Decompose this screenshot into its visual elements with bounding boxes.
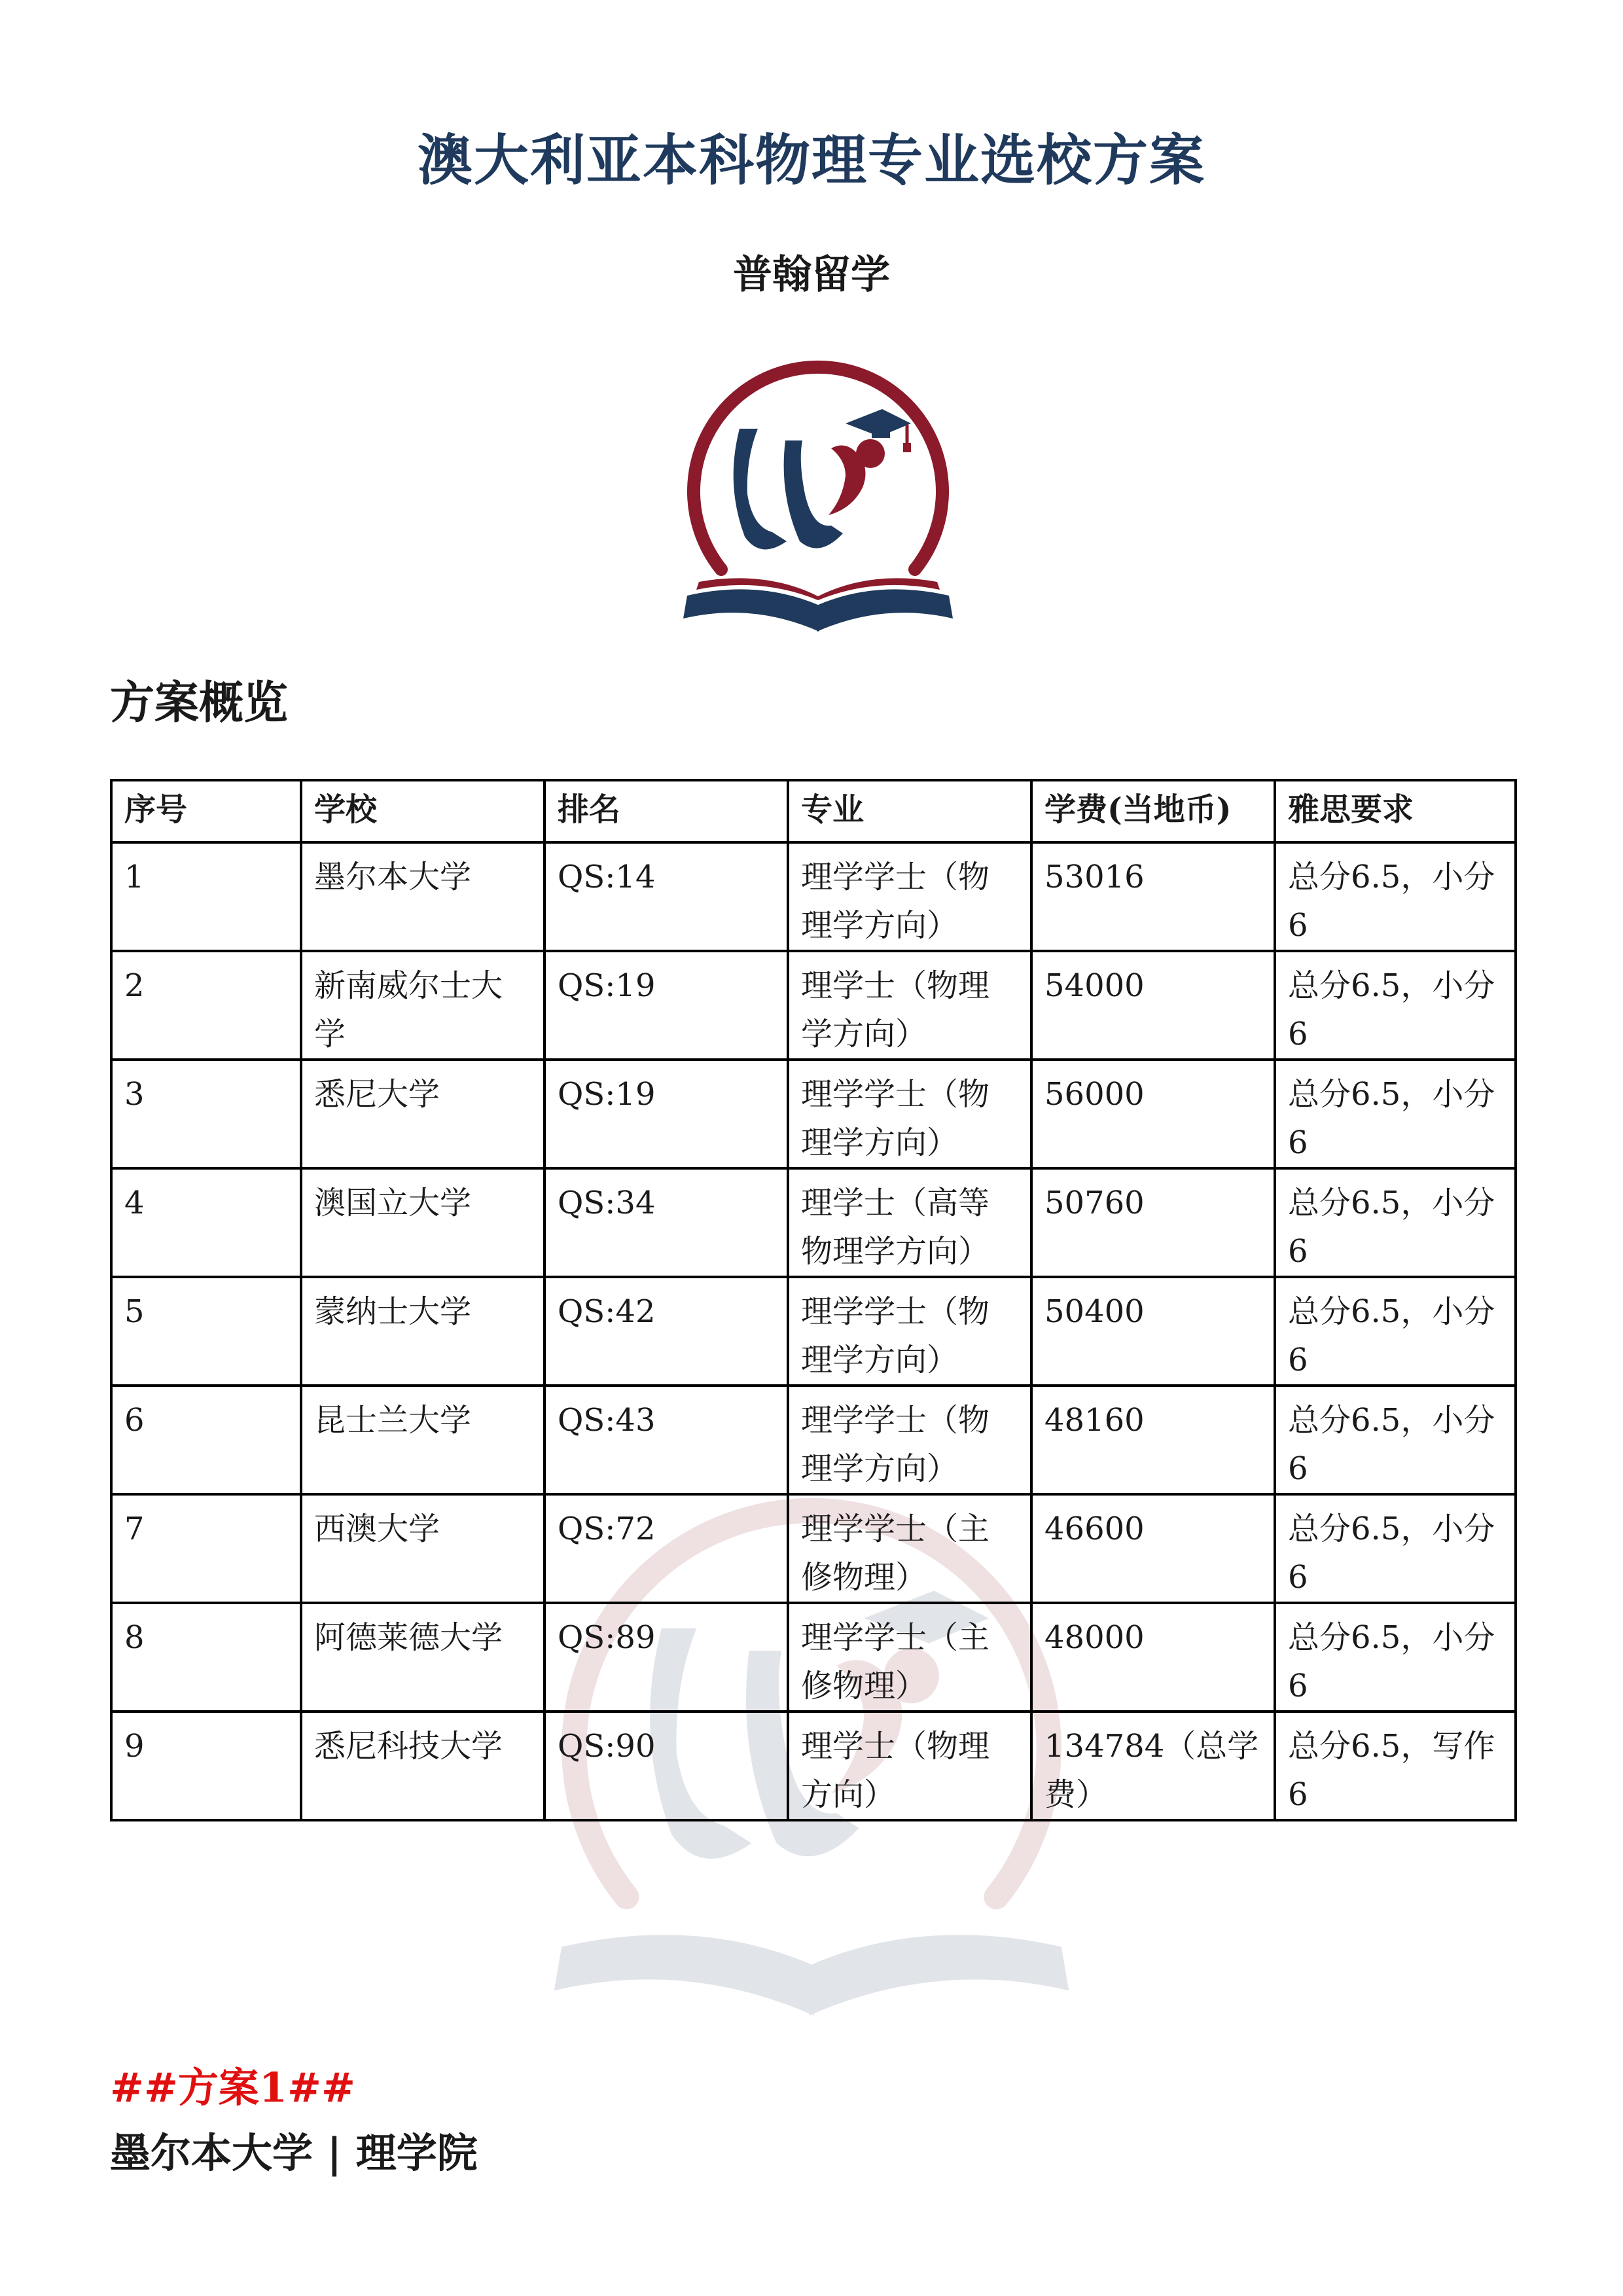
cell-school: 阿德莱德大学 bbox=[301, 1603, 544, 1712]
cell-tuition: 56000 bbox=[1031, 1060, 1275, 1168]
column-header-tuition: 学费(当地币) bbox=[1031, 780, 1275, 842]
cell-ielts: 总分6.5，写作6 bbox=[1275, 1712, 1516, 1820]
column-header-ielts: 雅思要求 bbox=[1275, 780, 1516, 842]
cell-index: 9 bbox=[111, 1712, 301, 1820]
cell-ranking: QS:19 bbox=[544, 951, 788, 1060]
cell-ielts: 总分6.5，小分6 bbox=[1275, 842, 1516, 951]
section-heading-overview: 方案概览 bbox=[110, 677, 289, 729]
page-subtitle: 普翰留学 bbox=[733, 252, 890, 298]
cell-major: 理学学士（主修物理） bbox=[788, 1603, 1031, 1712]
cell-major: 理学学士（物理学方向） bbox=[788, 1060, 1031, 1168]
cell-ielts: 总分6.5，小分6 bbox=[1275, 1494, 1516, 1603]
cell-major: 理学学士（物理学方向） bbox=[788, 1386, 1031, 1494]
cell-major: 理学士（物理学方向） bbox=[788, 951, 1031, 1060]
cell-index: 1 bbox=[111, 842, 301, 951]
cell-index: 4 bbox=[111, 1168, 301, 1277]
table-row bbox=[111, 1386, 1516, 1494]
cell-tuition: 50760 bbox=[1031, 1168, 1275, 1277]
cell-ielts: 总分6.5，小分6 bbox=[1275, 1277, 1516, 1386]
cell-tuition: 46600 bbox=[1031, 1494, 1275, 1603]
cell-major: 理学学士（物理学方向） bbox=[788, 1277, 1031, 1386]
plan-heading: ##方案1## bbox=[110, 2064, 355, 2111]
cell-school: 澳国立大学 bbox=[301, 1168, 544, 1277]
cell-ielts: 总分6.5，小分6 bbox=[1275, 1603, 1516, 1712]
table-row bbox=[111, 1712, 1516, 1820]
cell-ranking: QS:43 bbox=[544, 1386, 788, 1494]
cell-ranking: QS:89 bbox=[544, 1603, 788, 1712]
cell-index: 7 bbox=[111, 1494, 301, 1603]
table-row bbox=[111, 842, 1516, 951]
cell-index: 5 bbox=[111, 1277, 301, 1386]
page-title: 澳大利亚本科物理专业选校方案 bbox=[417, 128, 1205, 192]
plan-school-title: 墨尔本大学 | 理学院 bbox=[110, 2129, 478, 2177]
cell-ielts: 总分6.5，小分6 bbox=[1275, 1168, 1516, 1277]
cell-school: 蒙纳士大学 bbox=[301, 1277, 544, 1386]
cell-index: 8 bbox=[111, 1603, 301, 1712]
cell-ranking: QS:90 bbox=[544, 1712, 788, 1820]
cell-tuition: 54000 bbox=[1031, 951, 1275, 1060]
puhan-logo bbox=[674, 337, 962, 632]
cell-tuition: 50400 bbox=[1031, 1277, 1275, 1386]
cell-major: 理学学士（物理学方向） bbox=[788, 842, 1031, 951]
cell-ranking: QS:19 bbox=[544, 1060, 788, 1168]
cell-major: 理学学士（主修物理） bbox=[788, 1494, 1031, 1603]
table-row bbox=[111, 1277, 1516, 1386]
cell-tuition: 134784（总学费） bbox=[1031, 1712, 1275, 1820]
cell-ranking: QS:42 bbox=[544, 1277, 788, 1386]
cell-ranking: QS:14 bbox=[544, 842, 788, 951]
cell-school: 墨尔本大学 bbox=[301, 842, 544, 951]
cell-tuition: 48160 bbox=[1031, 1386, 1275, 1494]
cell-ranking: QS:34 bbox=[544, 1168, 788, 1277]
cell-index: 3 bbox=[111, 1060, 301, 1168]
cell-index: 6 bbox=[111, 1386, 301, 1494]
cell-school: 悉尼科技大学 bbox=[301, 1712, 544, 1820]
column-header-index: 序号 bbox=[111, 780, 301, 842]
cell-ielts: 总分6.5，小分6 bbox=[1275, 1060, 1516, 1168]
cell-major: 理学士（物理方向） bbox=[788, 1712, 1031, 1820]
table-row bbox=[111, 1494, 1516, 1603]
cell-school: 昆士兰大学 bbox=[301, 1386, 544, 1494]
table-row bbox=[111, 1168, 1516, 1277]
cell-ielts: 总分6.5，小分6 bbox=[1275, 1386, 1516, 1494]
cell-tuition: 48000 bbox=[1031, 1603, 1275, 1712]
column-header-school: 学校 bbox=[301, 780, 544, 842]
table-row bbox=[111, 951, 1516, 1060]
cell-major: 理学士（高等物理学方向） bbox=[788, 1168, 1031, 1277]
cell-index: 2 bbox=[111, 951, 301, 1060]
cell-ranking: QS:72 bbox=[544, 1494, 788, 1603]
table-row bbox=[111, 1603, 1516, 1712]
cell-ielts: 总分6.5，小分6 bbox=[1275, 951, 1516, 1060]
column-header-ranking: 排名 bbox=[544, 780, 788, 842]
table-row bbox=[111, 1060, 1516, 1168]
overview-table bbox=[110, 779, 1517, 1821]
cell-tuition: 53016 bbox=[1031, 842, 1275, 951]
column-header-major: 专业 bbox=[788, 780, 1031, 842]
cell-school: 新南威尔士大学 bbox=[301, 951, 544, 1060]
cell-school: 西澳大学 bbox=[301, 1494, 544, 1603]
cell-school: 悉尼大学 bbox=[301, 1060, 544, 1168]
table-header-row bbox=[111, 780, 1516, 842]
